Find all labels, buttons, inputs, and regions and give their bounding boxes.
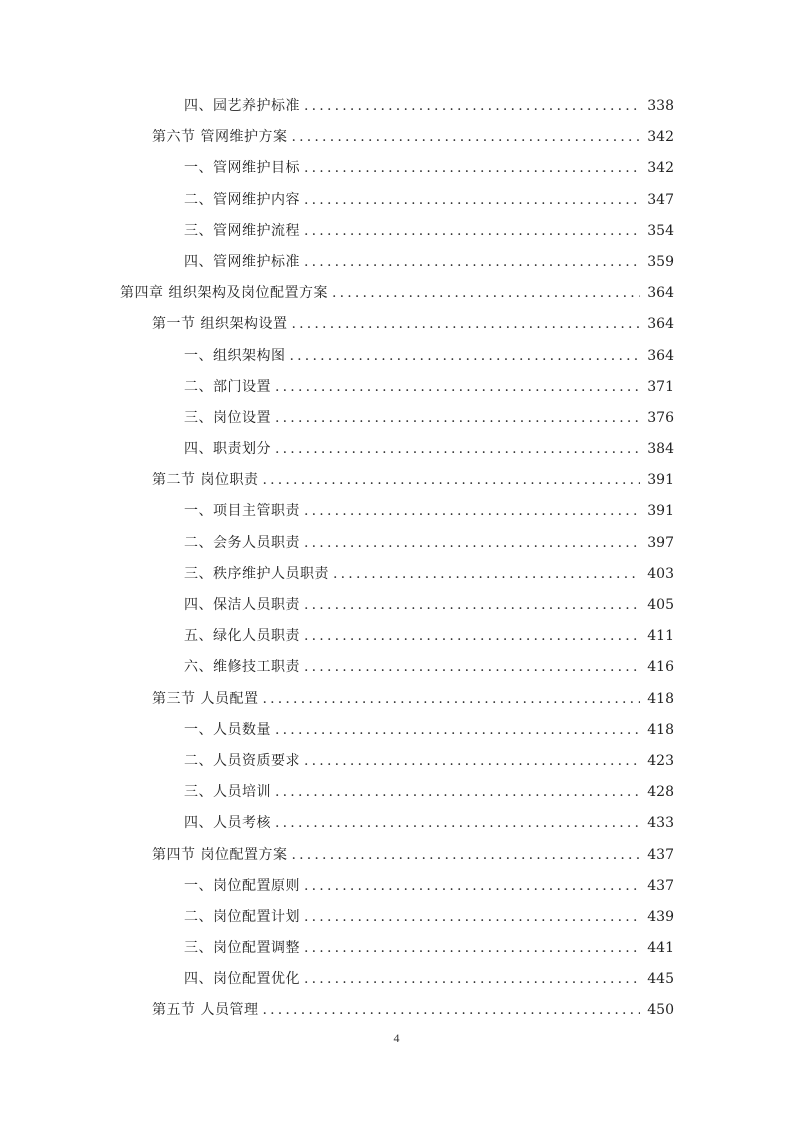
toc-dot-leader xyxy=(304,496,640,527)
toc-entry[interactable] xyxy=(0,559,793,590)
toc-entry-title: 三、秩序维护人员职责 xyxy=(184,565,329,582)
toc-dot-leader xyxy=(304,964,640,995)
page-number: 4 xyxy=(393,1031,400,1045)
toc-entry[interactable] xyxy=(0,621,793,652)
toc-entry-page: 439 xyxy=(647,908,674,925)
toc-dot-leader xyxy=(291,309,640,340)
toc-dot-leader xyxy=(275,715,640,746)
table-of-contents xyxy=(0,91,793,1027)
toc-dot-leader xyxy=(304,185,640,216)
toc-entry-page: 342 xyxy=(647,160,674,177)
toc-entry-page: 364 xyxy=(647,316,674,333)
toc-dot-leader xyxy=(304,216,640,247)
toc-entry-title: 一、项目主管职责 xyxy=(184,503,300,520)
toc-entry[interactable] xyxy=(0,341,793,372)
toc-entry-title: 四、人员考核 xyxy=(184,815,271,832)
toc-entry-title: 第一节 组织架构设置 xyxy=(152,316,288,333)
toc-entry-title: 三、管网维护流程 xyxy=(184,222,300,239)
toc-entry[interactable] xyxy=(0,777,793,808)
toc-entry-title: 第二节 岗位职责 xyxy=(152,472,259,489)
toc-dot-leader xyxy=(262,995,640,1026)
toc-entry[interactable] xyxy=(0,995,793,1026)
toc-entry[interactable] xyxy=(0,933,793,964)
toc-dot-leader xyxy=(304,621,640,652)
toc-dot-leader xyxy=(304,153,640,184)
toc-entry-title: 四、园艺养护标准 xyxy=(184,98,300,114)
toc-dot-leader xyxy=(304,590,640,621)
toc-entry-page: 391 xyxy=(647,472,674,489)
toc-dot-leader xyxy=(304,902,640,933)
toc-entry-page: 364 xyxy=(647,285,674,302)
toc-entry[interactable] xyxy=(0,715,793,746)
toc-entry[interactable] xyxy=(0,528,793,559)
toc-entry-chapter[interactable] xyxy=(0,278,793,309)
toc-entry-title: 五、绿化人员职责 xyxy=(184,628,300,645)
toc-dot-leader xyxy=(304,746,640,777)
toc-entry-page: 376 xyxy=(647,409,674,426)
toc-dot-leader xyxy=(304,247,640,278)
toc-dot-leader xyxy=(275,372,640,403)
toc-entry[interactable] xyxy=(0,465,793,496)
toc-entry-title: 一、岗位配置原则 xyxy=(184,877,300,894)
toc-entry-title: 一、管网维护目标 xyxy=(184,160,300,177)
toc-entry[interactable] xyxy=(0,684,793,715)
toc-entry[interactable] xyxy=(0,153,793,184)
toc-entry-title: 三、岗位配置调整 xyxy=(184,940,300,957)
toc-entry-page: 411 xyxy=(647,628,674,645)
toc-entry-title: 第五节 人员管理 xyxy=(152,1002,259,1019)
toc-dot-leader xyxy=(304,528,640,559)
toc-entry-title: 二、岗位配置计划 xyxy=(184,908,300,925)
toc-dot-leader xyxy=(275,403,640,434)
toc-dot-leader xyxy=(304,933,640,964)
toc-entry-page: 437 xyxy=(647,877,674,894)
toc-entry-page: 428 xyxy=(647,784,674,801)
toc-entry-page: 445 xyxy=(647,971,674,988)
toc-entry-title: 六、维修技工职责 xyxy=(184,659,300,676)
toc-dot-leader xyxy=(275,808,640,839)
toc-dot-leader xyxy=(333,559,640,590)
toc-entry-title: 四、职责划分 xyxy=(184,441,271,458)
toc-entry-page: 416 xyxy=(647,659,674,676)
toc-entry-page: 354 xyxy=(647,222,674,239)
toc-entry[interactable] xyxy=(0,746,793,777)
toc-dot-leader xyxy=(275,434,640,465)
toc-entry-page: 450 xyxy=(647,1002,674,1019)
toc-entry[interactable] xyxy=(0,964,793,995)
toc-entry-page: 441 xyxy=(647,940,674,957)
toc-entry-page: 371 xyxy=(647,378,674,395)
toc-entry-title: 第四章 组织架构及岗位配置方案 xyxy=(120,285,328,302)
toc-entry[interactable] xyxy=(0,871,793,902)
toc-entry-page: 418 xyxy=(647,690,674,707)
toc-entry[interactable] xyxy=(0,216,793,247)
toc-entry-page: 433 xyxy=(647,815,674,832)
toc-dot-leader xyxy=(332,278,640,309)
toc-dot-leader xyxy=(291,122,640,153)
toc-entry[interactable] xyxy=(0,309,793,340)
toc-entry-title: 四、管网维护标准 xyxy=(184,253,300,270)
toc-entry-title: 二、人员资质要求 xyxy=(184,752,300,769)
toc-entry[interactable] xyxy=(0,185,793,216)
toc-entry[interactable] xyxy=(0,122,793,153)
toc-entry-page: 405 xyxy=(647,597,674,613)
toc-entry-title: 三、岗位设置 xyxy=(184,409,271,426)
toc-entry-page: 423 xyxy=(647,752,674,769)
toc-entry-page: 347 xyxy=(647,191,674,208)
toc-entry-title: 二、管网维护内容 xyxy=(184,191,300,208)
toc-entry[interactable] xyxy=(0,652,793,683)
toc-entry-page: 437 xyxy=(647,846,674,863)
toc-entry-title: 一、组织架构图 xyxy=(184,347,286,364)
toc-entry[interactable] xyxy=(0,902,793,933)
toc-entry-title: 二、会务人员职责 xyxy=(184,534,300,551)
toc-entry[interactable] xyxy=(0,496,793,527)
toc-entry-page: 364 xyxy=(647,347,674,364)
toc-dot-leader xyxy=(262,465,640,496)
toc-dot-leader xyxy=(262,684,640,715)
toc-entry[interactable] xyxy=(0,247,793,278)
toc-entry[interactable] xyxy=(0,434,793,465)
toc-entry[interactable] xyxy=(0,840,793,871)
toc-entry[interactable] xyxy=(0,590,793,621)
toc-entry-page: 397 xyxy=(647,534,674,551)
toc-entry-page: 403 xyxy=(647,565,674,582)
toc-entry-page: 359 xyxy=(647,253,674,270)
toc-dot-leader xyxy=(304,652,640,683)
toc-dot-leader xyxy=(291,840,640,871)
toc-entry-title: 二、部门设置 xyxy=(184,378,271,395)
toc-entry-page: 384 xyxy=(647,441,674,458)
toc-dot-leader xyxy=(304,871,640,902)
toc-entry-title: 四、保洁人员职责 xyxy=(184,597,300,613)
toc-entry-title: 第三节 人员配置 xyxy=(152,690,259,707)
toc-entry-page: 342 xyxy=(647,129,674,146)
toc-entry-title: 一、人员数量 xyxy=(184,721,271,738)
toc-entry-title: 三、人员培训 xyxy=(184,784,271,801)
toc-entry-page: 338 xyxy=(647,98,674,114)
toc-dot-leader xyxy=(290,341,641,372)
toc-dot-leader xyxy=(304,91,640,122)
toc-dot-leader xyxy=(275,777,640,808)
toc-entry-title: 第六节 管网维护方案 xyxy=(152,129,288,146)
toc-entry-title: 四、岗位配置优化 xyxy=(184,971,300,988)
toc-entry[interactable] xyxy=(0,403,793,434)
toc-entry-title: 第四节 岗位配置方案 xyxy=(152,846,288,863)
toc-entry[interactable] xyxy=(0,91,793,122)
toc-entry[interactable] xyxy=(0,808,793,839)
toc-entry-page: 418 xyxy=(647,721,674,738)
toc-entry[interactable] xyxy=(0,372,793,403)
toc-entry-page: 391 xyxy=(647,503,674,520)
